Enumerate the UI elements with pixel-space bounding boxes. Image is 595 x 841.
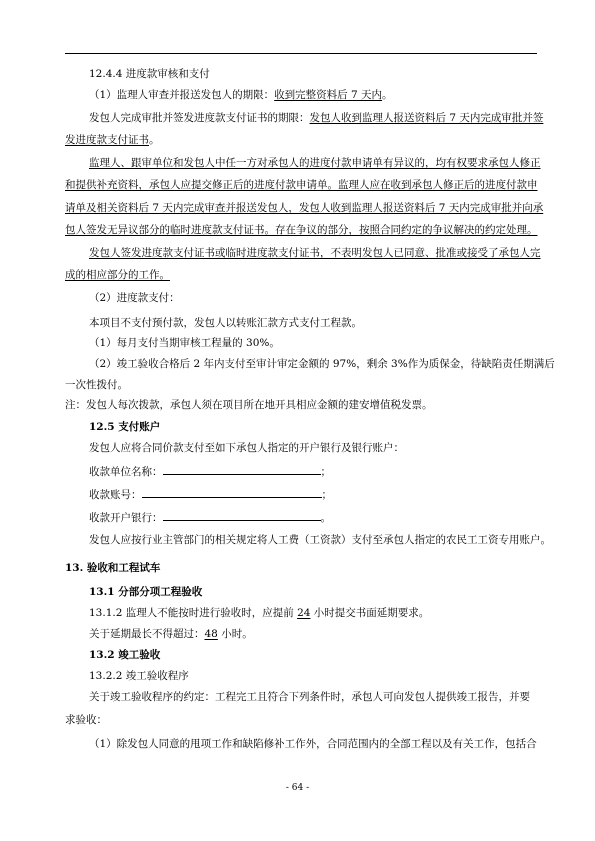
section-heading-12-5: 12.5 支付账户 — [89, 421, 161, 433]
paragraph: （2）进度款支付： — [89, 292, 180, 304]
paragraph: 发进度款支付证书。 — [65, 134, 160, 146]
paragraph: 发包人应将合同价款支付至如下承包人指定的开户银行及银行账户： — [89, 442, 404, 454]
section-heading-13-2: 13.2 竣工验收 — [89, 649, 161, 661]
section-heading-13-1: 13.1 分部分项工程验收 — [89, 586, 203, 598]
field-payee-name: 收款单位名称： ； — [89, 466, 331, 478]
paragraph-line: 请单及相关资料后 7 天内完成审查并报送发包人，发包人收到监理人报送资料后 7 天内完成审批并向承 — [65, 202, 544, 214]
header-rule — [65, 53, 537, 54]
paragraph-line: 发包人签发进度款支付证书或临时进度款支付证书，不表明发包人已同意、批准或接受了承包人完 — [89, 247, 541, 259]
paragraph-line: 包人签发无异议部分的临时进度款支付证书。存在争议的部分，按照合同约定的争议解决的约定处理。 — [65, 224, 538, 236]
paragraph: 一次性拨付。 — [65, 379, 128, 391]
field-account-number: 收款账号： ； — [89, 489, 332, 501]
paragraph: （1）每月支付当期审核工程量的 30%。 — [89, 337, 280, 349]
paragraph-line: 成的相应部分的工作。 — [65, 269, 170, 281]
page-number: - 64 - — [285, 783, 310, 793]
paragraph: （1）除发包人同意的甩项工作和缺陷修补工作外，合同范围内的全部工程以及有关工作，包括合 — [89, 738, 537, 750]
paragraph-line: 和提供补充资料，承包人应提交修正后的进度付款申请单。监理人应在收到承包人修正后的进度付款申 — [65, 179, 538, 191]
paragraph: 发包人完成审批并签发进度款支付证书的期限：发包人收到监理人报送资料后 7 天内完成审批并签 — [89, 112, 544, 124]
section-heading-13: 13. 验收和工程试车 — [65, 562, 161, 574]
section-heading-12-4-4: 12.4.4 进度款审核和支付 — [89, 68, 210, 80]
paragraph: 发包人应按行业主管部门的相关规定将人工费（工资款）支付至承包人指定的农民工工资专用账户。 — [89, 534, 551, 546]
blank-line — [163, 510, 321, 521]
field-bank-name: 收款开户银行： 。 — [89, 512, 331, 524]
paragraph: 关于延期最长不得超过：48 小时。 — [89, 628, 253, 640]
paragraph: 求验收： — [65, 714, 107, 726]
paragraph: （2）竣工验收合格后 2 年内支付至审计审定金额的 97%，剩余 3%作为质保金，待缺陷责任期满后 — [89, 358, 555, 370]
paragraph-line: 监理人、跟审单位和发包人中任一方对承包人的进度付款申请单有异议的，均有权要求承包人修正 — [89, 157, 541, 169]
subsection-heading-13-2-2: 13.2.2 竣工验收程序 — [89, 670, 189, 682]
note: 注：发包人每次拨款，承包人须在项目所在地开具相应金额的建安增值税发票。 — [65, 399, 433, 411]
paragraph: 本项目不支付预付款，发包人以转账汇款方式支付工程款。 — [89, 317, 362, 329]
blank-line — [163, 464, 321, 475]
paragraph: （1）监理人审查并报送发包人的期限：收到完整资料后 7 天内。 — [89, 89, 393, 101]
paragraph: 关于竣工验收程序的约定：工程完工且符合下列条件时，承包人可向发包人提供竣工报告，并要 — [89, 691, 530, 703]
paragraph: 13.1.2 监理人不能按时进行验收时，应提前 24 小时提交书面延期要求。 — [89, 607, 430, 619]
blank-line — [142, 487, 322, 498]
